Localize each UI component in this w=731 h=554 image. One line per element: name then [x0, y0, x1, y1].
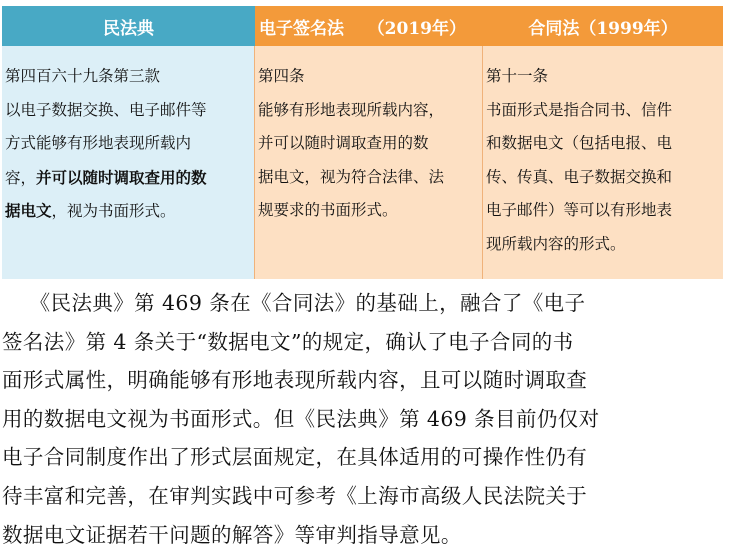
cell-line: 并可以随时调取查用的数 — [258, 134, 429, 152]
cell-line — [5, 161, 251, 195]
header-e-signature-law: 电子签名法 （2019年） — [255, 6, 483, 46]
body-paragraph — [2, 284, 724, 554]
cell-text: 方式能够有形地表现所载内 — [5, 134, 192, 152]
cell-line: 现所载内容的形式。 — [486, 234, 626, 253]
cell-e-signature-law — [255, 46, 483, 279]
cell-contract-law — [483, 46, 723, 279]
cell-civil-code — [2, 46, 255, 279]
cell-line: 电子邮件）等可以有形地表 — [486, 201, 673, 219]
cell-bold-text: 据电文 — [5, 201, 52, 220]
cell-bold-text: 并可以随时调取查用的数 — [36, 167, 207, 187]
paragraph-line: 面形式属性，明确能够有形地表现所载内容，且可以随时调取查 — [2, 368, 588, 393]
cell-line: 书面形式是指合同书、信件 — [486, 100, 673, 119]
paragraph-line: 数据电文证据若干问题的解答》等审判指导意见。 — [2, 522, 462, 547]
paragraph-line: 签名法》第 4 条关于“数据电文”的规定，确认了电子合同的书 — [2, 329, 574, 354]
header-civil-code: 民法典 — [2, 6, 255, 46]
cell-line — [5, 94, 251, 128]
cell-line — [5, 127, 251, 161]
cell-text: 第四百六十九条第三款 — [5, 67, 161, 85]
paragraph-line: 《民法典》第 469 条在《合同法》的基础上，融合了《电子 — [2, 291, 586, 315]
cell-line: 据电文，视为符合法律、法 — [258, 167, 445, 186]
cell-line: 第四条 — [258, 67, 305, 85]
cell-line: 传、传真、电子数据交换和 — [486, 167, 673, 186]
cell-text: 以电子数据交换、电子邮件等 — [5, 100, 207, 119]
cell-line: 规要求的书面形式。 — [258, 201, 398, 219]
paragraph-line: 待丰富和完善，在审判实践中可参考《上海市高级人民法院关于 — [2, 483, 588, 508]
cell-line: 第十一条 — [486, 67, 549, 85]
header-contract-law: 合同法（1999年） — [483, 6, 723, 46]
cell-line — [5, 194, 251, 228]
comparison-table — [2, 6, 723, 279]
cell-line: 能够有形地表现所载内容， — [258, 100, 445, 119]
cell-text: ，视为书面形式。 — [51, 202, 176, 220]
cell-line — [5, 60, 251, 94]
paragraph-line: 用的数据电文视为书面形式。但《民法典》第 469 条目前仍仅对 — [2, 406, 600, 431]
cell-text: 容， — [5, 168, 37, 187]
paragraph-line: 电子合同制度作出了形式层面规定，在具体适用的可操作性仍有 — [2, 445, 588, 470]
cell-line: 和数据电文（包括电报、电 — [486, 134, 673, 152]
